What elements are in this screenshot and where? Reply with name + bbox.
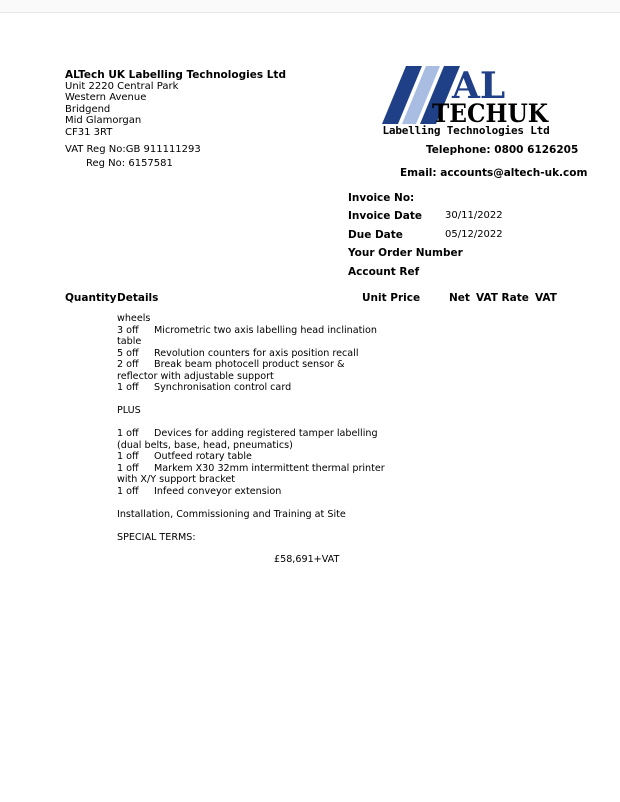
col-vat-rate: VAT Rate <box>476 292 529 304</box>
detail-text: Outfeed rotary table <box>154 451 252 462</box>
col-net: Net <box>449 292 470 304</box>
company-reg <box>86 158 173 169</box>
detail-line: (dual belts, base, head, pneumatics) <box>117 439 293 451</box>
address-line: Western Avenue <box>65 92 147 104</box>
col-quantity: Quantity <box>65 292 117 304</box>
invoice-no-label: Invoice No: <box>348 192 415 204</box>
vat-reg-value: GB 911111293 <box>125 144 201 155</box>
detail-line <box>117 325 385 337</box>
quoted-price: £58,691+VAT <box>274 554 340 565</box>
special-terms-label: SPECIAL TERMS: <box>117 531 196 543</box>
detail-text: Break beam photocell product sensor & <box>154 359 345 370</box>
due-date: 05/12/2022 <box>445 229 503 240</box>
page-top-strip <box>0 0 620 13</box>
address-line: Bridgend <box>65 103 111 115</box>
detail-line: reflector with adjustable support <box>117 370 274 382</box>
detail-text: Revolution counters for axis position recall <box>154 347 359 359</box>
vat-reg <box>65 144 201 155</box>
order-number-label: Your Order Number <box>348 247 463 259</box>
logo-tagline: Labelling Technologies Ltd <box>382 124 550 137</box>
col-vat: VAT <box>535 292 557 304</box>
logo-text-al: AL <box>452 65 506 107</box>
detail-line <box>117 451 385 463</box>
detail-qty: 1 off <box>117 382 139 393</box>
company-address <box>65 81 178 138</box>
installation-line: Installation, Commissioning and Training at Site <box>117 508 346 520</box>
detail-line <box>117 486 385 498</box>
detail-text: Infeed conveyor extension <box>154 485 282 497</box>
detail-line <box>117 348 385 360</box>
telephone: Telephone: 0800 6126205 <box>426 144 579 156</box>
detail-qty: 2 off <box>117 359 139 370</box>
detail-line: with X/Y support bracket <box>117 474 236 485</box>
logo-text-techuk: TECHUK <box>432 99 550 128</box>
detail-qty: 1 off <box>117 428 139 439</box>
details-block <box>117 313 385 543</box>
detail-qty: 1 off <box>117 485 139 497</box>
plus-label: PLUS <box>117 405 141 416</box>
detail-text: Synchronisation control card <box>154 382 292 393</box>
detail-line <box>117 382 385 394</box>
detail-text: Markem X30 32mm intermittent thermal printer <box>154 462 385 474</box>
address-line: CF31 3RT <box>65 126 113 138</box>
address-line: Mid Glamorgan <box>65 115 142 127</box>
detail-line: wheels <box>117 313 151 324</box>
detail-text: Devices for adding registered tamper labelling <box>154 428 378 439</box>
account-ref-label: Account Ref <box>348 266 420 278</box>
address-line: Unit 2220 Central Park <box>65 81 179 92</box>
invoice-date: 30/11/2022 <box>445 210 503 221</box>
vat-reg-label: VAT Reg No: <box>65 144 126 155</box>
detail-text: Micrometric two axis labelling head inclination <box>154 324 378 336</box>
detail-line <box>117 428 385 440</box>
detail-qty: 1 off <box>117 451 139 462</box>
invoice-date-label: Invoice Date <box>348 210 422 222</box>
detail-line <box>117 463 385 475</box>
reg-value: 6157581 <box>128 158 173 169</box>
col-details: Details <box>117 292 159 304</box>
detail-line <box>117 359 385 371</box>
detail-qty: 1 off <box>117 462 139 474</box>
detail-line: table <box>117 336 142 347</box>
reg-label: Reg No: <box>86 158 126 169</box>
col-unit-price: Unit Price <box>362 292 421 304</box>
company-name: ALTech UK Labelling Technologies Ltd <box>65 69 286 81</box>
due-date-label: Due Date <box>348 229 403 241</box>
detail-qty: 3 off <box>117 324 139 336</box>
detail-qty: 5 off <box>117 347 139 359</box>
email: Email: accounts@altech-uk.com <box>400 167 588 179</box>
